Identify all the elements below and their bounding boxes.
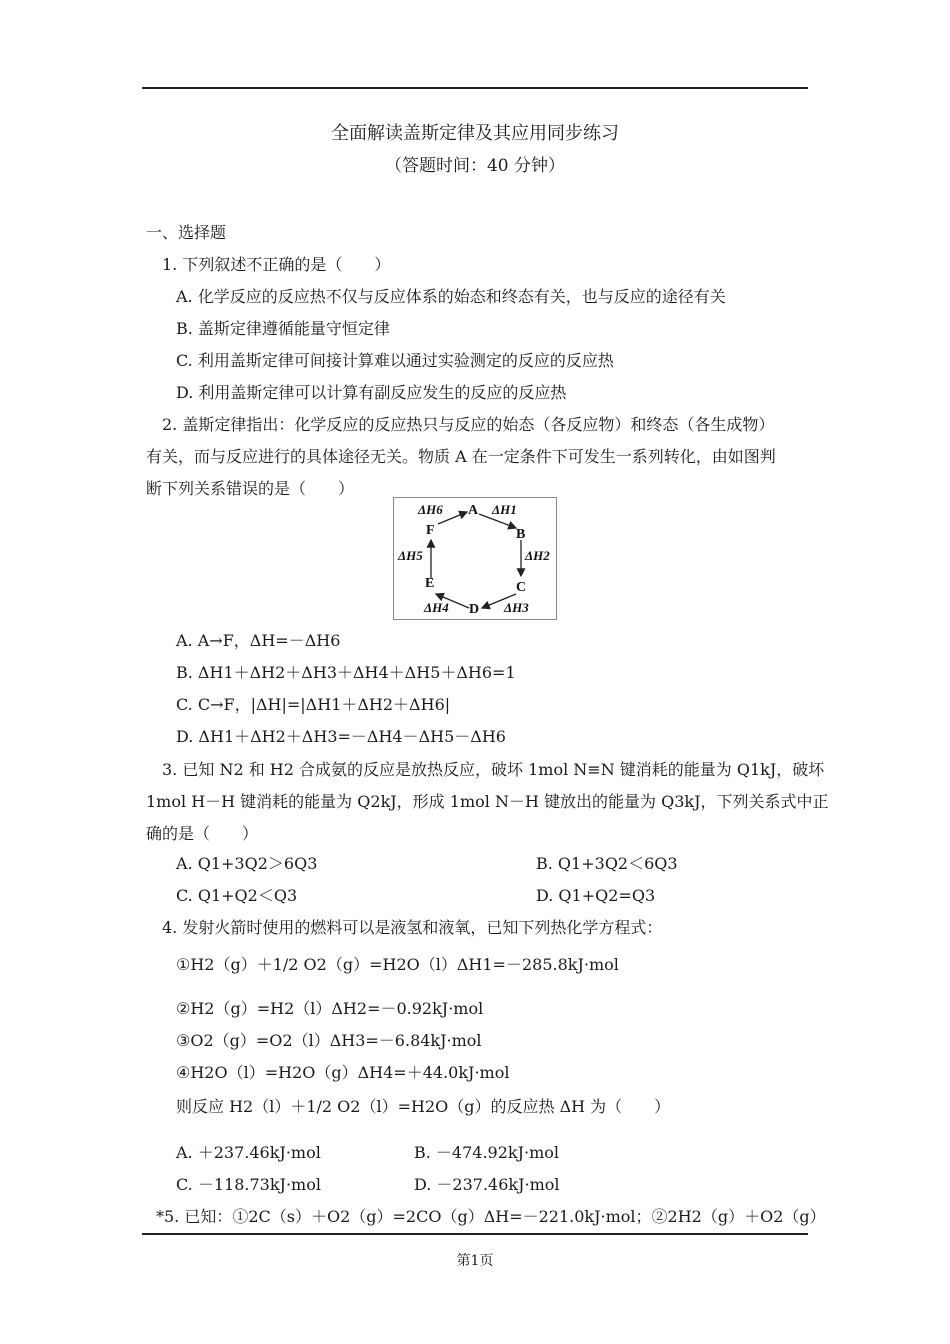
label-dh2: ΔH2 [525,548,550,563]
hess-cycle-svg [394,498,556,619]
q4-option-b: B. －474.92kJ·mol [414,1143,560,1162]
node-e: E [425,576,435,591]
label-dh4: ΔH4 [424,600,449,615]
q4-equation-1: ①H2（g）＋1/2 O2（g）=H2O（l）ΔH1=－285.8kJ·mol [176,955,619,974]
hess-cycle-diagram [393,497,557,620]
q3-option-d: D. Q1+Q2=Q3 [536,886,656,905]
q4-question: 则反应 H2（l）＋1/2 O2（l）=H2O（g）的反应热 ΔH 为（ ） [176,1097,671,1116]
page-title: 全面解读盖斯定律及其应用同步练习 [331,123,619,144]
node-f: F [426,523,435,538]
q2-option-c: C. C→F，|ΔH|=|ΔH1＋ΔH2＋ΔH6| [176,695,451,714]
page-number: 第1页 [456,1253,494,1269]
node-b: B [516,527,526,542]
label-dh5: ΔH5 [398,548,423,563]
q3-stem-line3: 确的是（ ） [146,824,259,843]
q2-option-b: B. ΔH1＋ΔH2＋ΔH3＋ΔH4＋ΔH5＋ΔH6=1 [176,663,516,682]
q2-stem-line1: 2. 盖斯定律指出：化学反应的反应热只与反应的始态（各反应物）和终态（各生成物） [162,415,775,434]
q3-option-b: B. Q1+3Q2＜6Q3 [536,854,678,873]
q4-option-a: A. ＋237.46kJ·mol [176,1143,321,1162]
q4-stem: 4. 发射火箭时使用的燃料可以是液氢和液氧，已知下列热化学方程式： [162,918,663,937]
top-rule [142,87,808,89]
q1-option-b: B. 盖斯定律遵循能量守恒定律 [176,319,390,338]
q4-option-c: C. －118.73kJ·mol [176,1175,321,1194]
q2-option-a: A. A→F，ΔH=－ΔH6 [176,631,341,650]
q4-option-d: D. －237.46kJ·mol [414,1175,560,1194]
section-heading: 一、选择题 [146,223,227,242]
node-c: C [516,580,527,595]
q1-option-d: D. 利用盖斯定律可以计算有副反应发生的反应的反应热 [176,383,567,402]
node-a: A [468,503,479,518]
q4-equation-4: ④H2O（l）=H2O（g）ΔH4=＋44.0kJ·mol [176,1063,510,1082]
bottom-rule [142,1233,808,1235]
q1-option-a: A. 化学反应的反应热不仅与反应体系的始态和终态有关，也与反应的途径有关 [176,287,726,306]
q3-option-a: A. Q1+3Q2＞6Q3 [176,854,318,873]
q4-equation-3: ③O2（g）=O2（l）ΔH3=－6.84kJ·mol [176,1031,482,1050]
q2-option-d: D. ΔH1＋ΔH2＋ΔH3=－ΔH4－ΔH5－ΔH6 [176,727,506,746]
q2-stem-line2: 有关，而与反应进行的具体途径无关。物质 A 在一定条件下可发生一系列转化，由如图判 [146,447,776,466]
q2-stem-line3: 断下列关系错误的是（ ） [146,479,355,498]
q4-equation-2: ②H2（g）=H2（l）ΔH2=－0.92kJ·mol [176,999,484,1018]
q1-stem: 1. 下列叙述不正确的是（ ） [162,255,391,274]
label-dh3: ΔH3 [504,600,529,615]
q1-option-c: C. 利用盖斯定律可间接计算难以通过实验测定的反应的反应热 [176,351,614,370]
label-dh1: ΔH1 [492,502,517,517]
q3-option-c: C. Q1+Q2＜Q3 [176,886,298,905]
node-d: D [469,602,480,617]
q5-stem-line1: *5. 已知：①2C（s）＋O2（g）=2CO（g）ΔH=－221.0kJ·mol；②2H2（g）＋O2（g） [156,1207,826,1226]
q3-stem-line2: 1mol H－H 键消耗的能量为 Q2kJ，形成 1mol N－H 键放出的能量为 Q3kJ，下列关系式中正 [146,792,829,811]
q3-stem-line1: 3. 已知 N2 和 H2 合成氨的反应是放热反应，破坏 1mol N≡N 键消耗的能量为 Q1kJ，破坏 [162,760,825,779]
page-subtitle: （答题时间：40 分钟） [384,156,566,176]
label-dh6: ΔH6 [418,502,443,517]
